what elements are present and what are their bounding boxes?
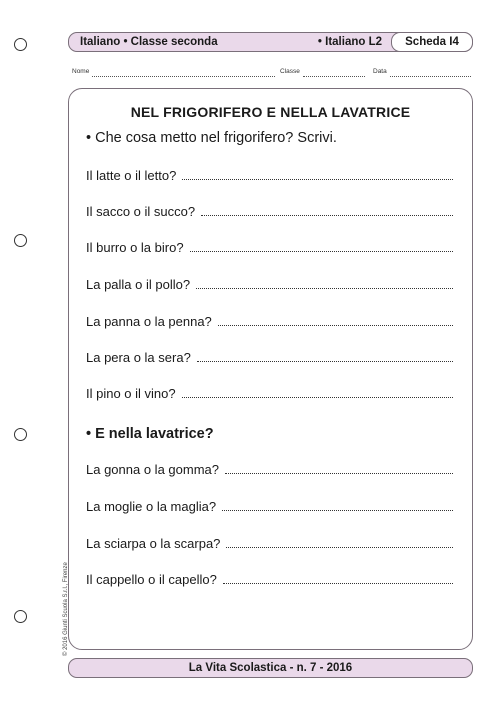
binder-hole-1 <box>14 38 27 51</box>
copyright-notice: © 2016 Giunti Scuola S.r.l., Firenze <box>63 562 69 656</box>
date-line <box>390 69 471 77</box>
worksheet-title: NEL FRIGORIFERO E NELLA LAVATRICE <box>130 104 411 120</box>
answer-line[interactable] <box>226 546 453 548</box>
answer-line[interactable] <box>197 360 453 362</box>
level-label: • Italiano L2 <box>317 36 382 48</box>
header-bar <box>68 32 473 52</box>
exercise-item[interactable] <box>86 533 453 551</box>
binder-hole-3 <box>14 428 27 441</box>
date-field[interactable] <box>373 67 471 77</box>
exercise-item[interactable] <box>86 201 453 219</box>
exercise-prompt: La palla o il pollo? <box>86 277 191 292</box>
class-field[interactable] <box>280 67 365 77</box>
exercise-item[interactable] <box>86 496 453 514</box>
answer-line[interactable] <box>201 214 453 216</box>
answer-line[interactable] <box>225 472 453 474</box>
answer-line[interactable] <box>190 250 453 252</box>
exercise-item[interactable] <box>86 459 453 477</box>
class-label: Classe <box>280 68 300 75</box>
exercise-item[interactable] <box>86 274 453 292</box>
answer-line[interactable] <box>223 582 453 584</box>
exercise-prompt: Il pino o il vino? <box>86 386 176 401</box>
exercise-prompt: Il sacco o il succo? <box>86 204 196 219</box>
answer-line[interactable] <box>182 396 453 398</box>
footer-label: La Vita Scolastica - n. 7 - 2016 <box>188 662 353 674</box>
sheet-badge: Scheda I4 <box>391 32 473 52</box>
answer-line[interactable] <box>222 509 453 511</box>
question-washing-machine: • E nella lavatrice? <box>86 426 214 442</box>
worksheet-card <box>68 88 473 650</box>
date-label: Data <box>373 68 387 75</box>
class-line <box>303 69 365 77</box>
exercise-item[interactable] <box>86 347 453 365</box>
exercise-prompt: Il latte o il letto? <box>86 168 177 183</box>
answer-line[interactable] <box>196 287 453 289</box>
exercise-item[interactable] <box>86 237 453 255</box>
exercise-prompt: Il burro o la biro? <box>86 240 184 255</box>
exercise-prompt: La pera o la sera? <box>86 350 191 365</box>
subject-label: Italiano • Classe seconda <box>80 36 218 48</box>
binder-hole-2 <box>14 234 27 247</box>
exercise-item[interactable] <box>86 569 453 587</box>
exercise-item[interactable] <box>86 165 453 183</box>
exercise-prompt: La gonna o la gomma? <box>86 462 219 477</box>
question-fridge: • Che cosa metto nel frigorifero? Scrivi. <box>86 130 337 146</box>
exercise-prompt: La panna o la penna? <box>86 314 212 329</box>
binder-hole-4 <box>14 610 27 623</box>
name-line <box>92 69 275 77</box>
exercise-item[interactable] <box>86 311 453 329</box>
name-label: Nome <box>72 68 90 75</box>
footer-bar <box>68 658 473 678</box>
exercise-prompt: La moglie o la maglia? <box>86 499 217 514</box>
answer-line[interactable] <box>218 324 453 326</box>
name-field[interactable] <box>72 67 275 77</box>
answer-line[interactable] <box>182 178 453 180</box>
exercise-prompt: Il cappello o il capello? <box>86 572 217 587</box>
student-info-row <box>72 67 472 79</box>
exercise-prompt: La sciarpa o la scarpa? <box>86 536 221 551</box>
exercise-item[interactable] <box>86 383 453 401</box>
